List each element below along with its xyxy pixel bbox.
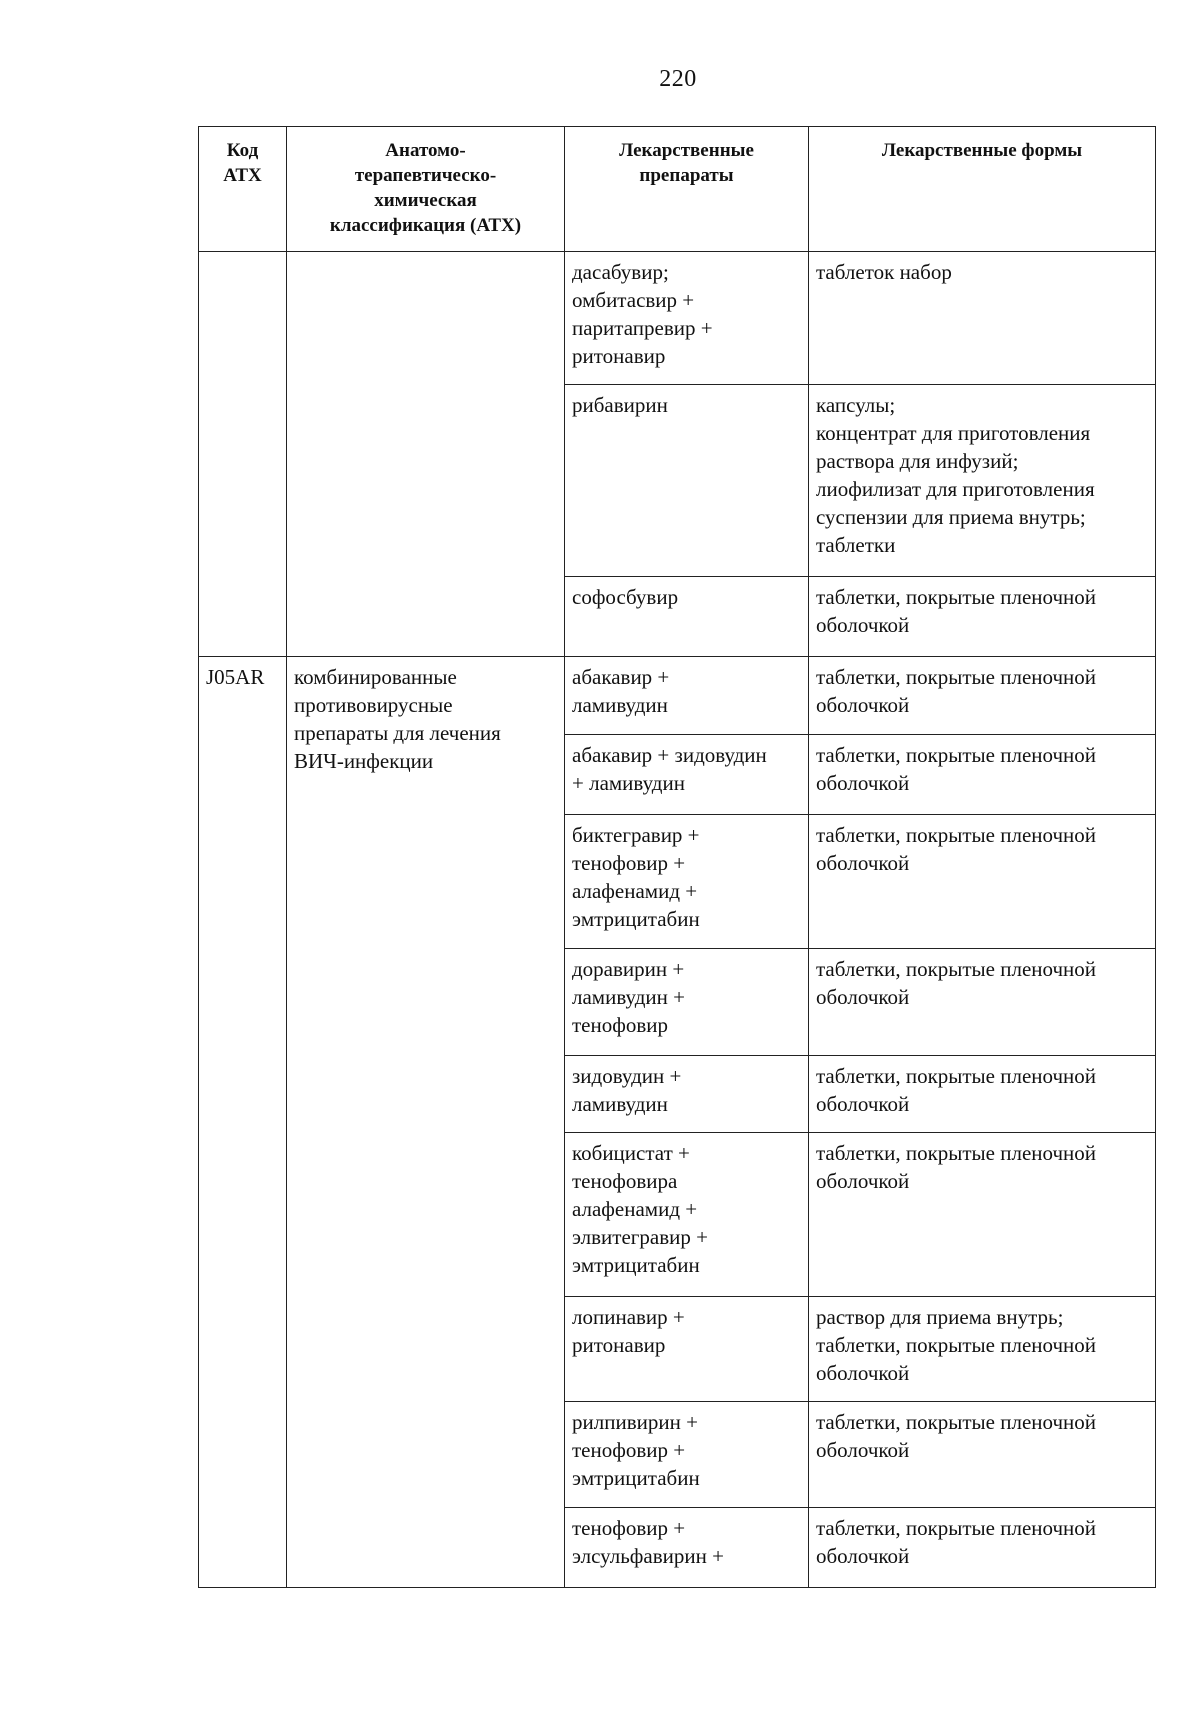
form-text: таблетки, покрытые пленочной оболочкой [816,1516,1097,1568]
code-cell [199,657,287,1588]
form-cell [809,1133,1156,1297]
form-cell [809,657,1156,735]
code-text: J05AR [206,665,265,689]
header-code [199,127,287,252]
header-drugs [565,127,809,252]
header-forms-text: Лекарственные формы [881,140,1083,161]
form-text: таблетки, покрытые пленочной оболочкой [816,665,1097,717]
drug-cell [565,949,809,1056]
form-text: таблетки, покрытые пленочной оболочкой [816,957,1097,1009]
drug-text: софосбувир [572,585,679,609]
header-forms [809,127,1156,252]
drug-text: рилпивирин + тенофовир + эмтрицитабин [572,1410,700,1490]
form-cell [809,1402,1156,1508]
form-text: таблетки, покрытые пленочной оболочкой [816,1141,1097,1193]
drug-text: абакавир + ламивудин [572,665,670,717]
drug-text: абакавир + зидовудин + ламивудин [572,743,767,795]
table-row [199,657,1156,735]
header-classification-text: Анатомо- терапевтическо- химическая классификация (АТХ) [329,140,522,236]
drug-cell [565,577,809,657]
form-text: таблеток набор [816,260,952,284]
table-header [199,127,1156,252]
drug-cell [565,815,809,949]
header-code-text: Код АТХ [223,140,262,186]
drug-cell [565,657,809,735]
drug-text: рибавирин [572,393,668,417]
drug-cell [565,385,809,577]
form-cell [809,1508,1156,1588]
form-text: таблетки, покрытые пленочной оболочкой [816,1410,1097,1462]
drug-cell [565,1402,809,1508]
drug-text: тенофовир + элсульфавирин + [572,1516,724,1568]
page-number [0,66,1200,93]
form-text: таблетки, покрытые пленочной оболочкой [816,823,1097,875]
drug-cell [565,1297,809,1402]
form-cell [809,1297,1156,1402]
form-cell [809,815,1156,949]
drug-text: доравирин + ламивудин + тенофовир [572,957,685,1037]
form-text: раствор для приема внутрь; таблетки, покрытые пленочной оболочкой [816,1305,1097,1385]
drug-cell [565,1056,809,1133]
header-classification [287,127,565,252]
drug-cell [565,735,809,815]
classification-cell [287,657,565,1588]
table-row [199,252,1156,385]
drug-cell [565,1508,809,1588]
drug-text: дасабувир; омбитасвир + паритапревир + ритонавир [572,260,713,368]
form-cell [809,735,1156,815]
header-row [199,127,1156,252]
form-text: капсулы; концентрат для приготовления раствора для инфузий; лиофилизат для приготовления суспензии для приема внутрь; таблетки [816,393,1095,557]
drug-text: лопинавир + ритонавир [572,1305,685,1357]
table-body [199,252,1156,1588]
drug-cell [565,1133,809,1297]
page-number-text: 220 [659,66,697,92]
drug-table [198,126,1156,1588]
drug-cell [565,252,809,385]
form-cell [809,577,1156,657]
form-text: таблетки, покрытые пленочной оболочкой [816,1064,1097,1116]
classification-text: комбинированные противовирусные препараты для лечения ВИЧ-инфекции [294,665,501,773]
form-cell [809,1056,1156,1133]
header-drugs-text: Лекарственные препараты [619,140,754,186]
classification-cell-empty [287,252,565,657]
drug-text: зидовудин + ламивудин [572,1064,682,1116]
drug-text: биктегравир + тенофовир + алафенамид + эмтрицитабин [572,823,700,931]
drug-text: кобицистат + тенофовира алафенамид + элвитегравир + эмтрицитабин [572,1141,708,1277]
code-cell-empty [199,252,287,657]
form-cell [809,385,1156,577]
form-cell [809,252,1156,385]
form-text: таблетки, покрытые пленочной оболочкой [816,585,1097,637]
form-text: таблетки, покрытые пленочной оболочкой [816,743,1097,795]
form-cell [809,949,1156,1056]
